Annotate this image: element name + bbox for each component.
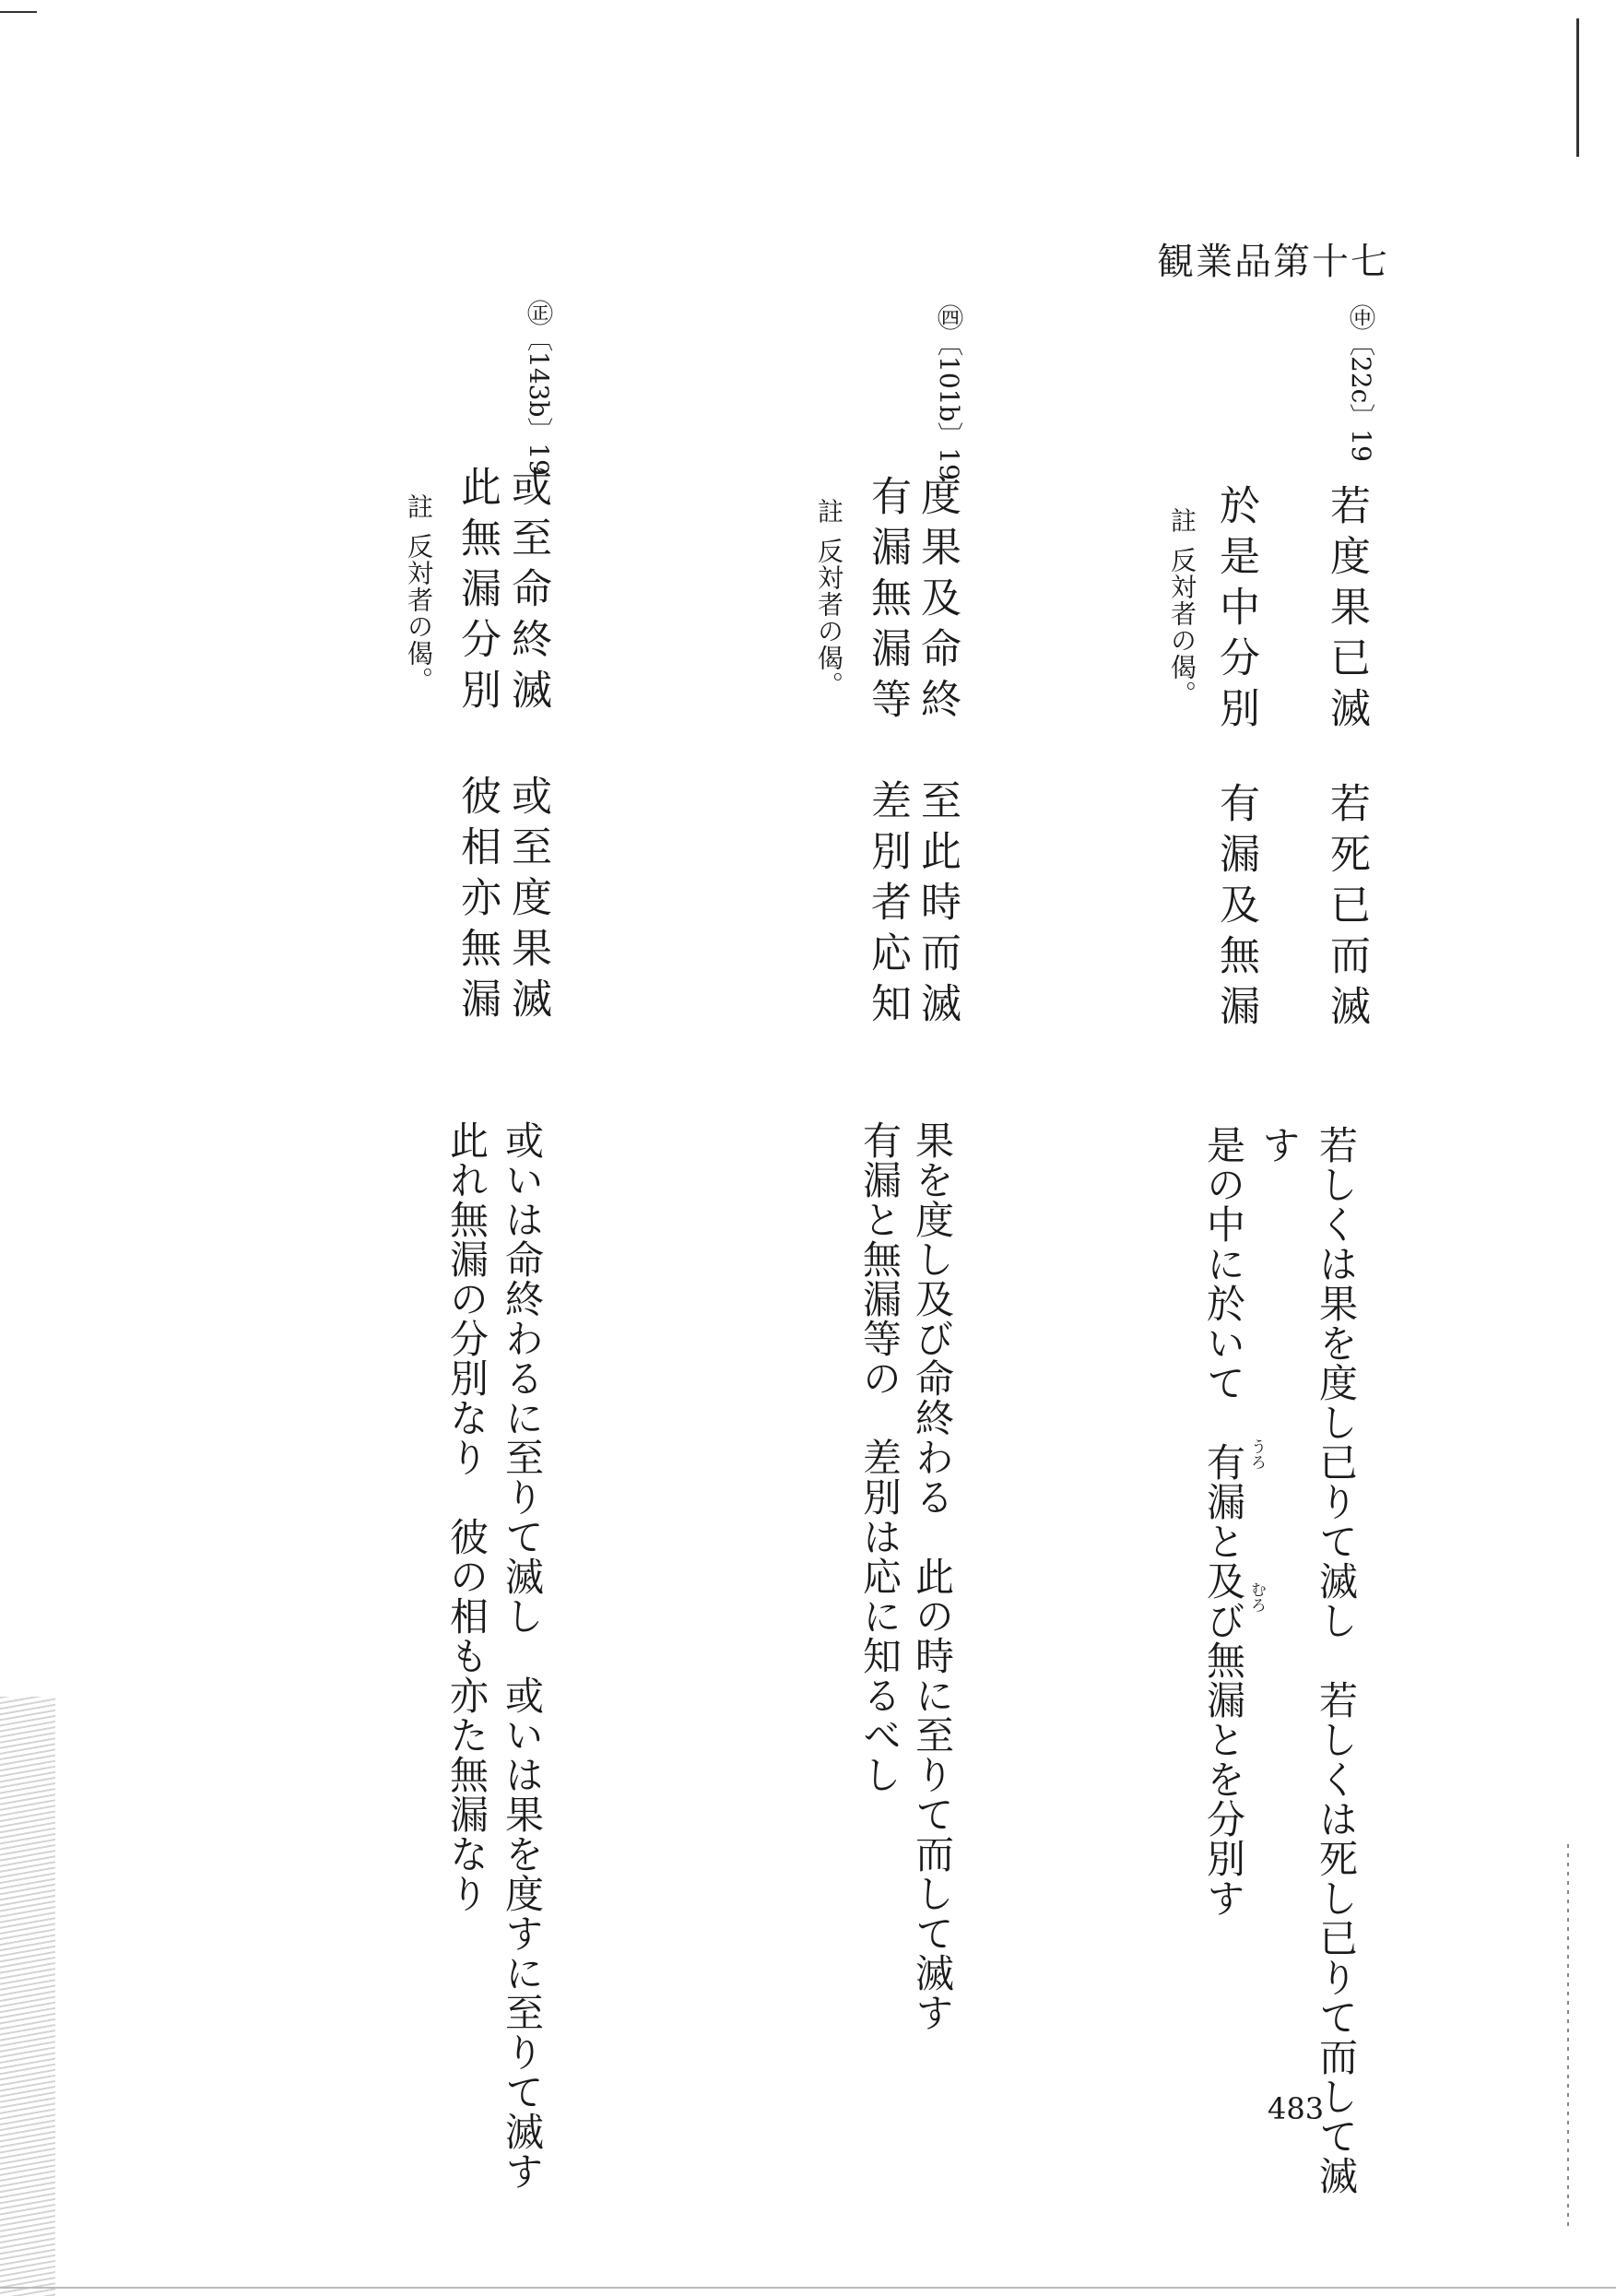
- verse-ref: ㊥〔22c〕19: [1346, 304, 1376, 462]
- verse-line-1a: 若度果已滅: [1323, 484, 1370, 738]
- verse-line-1a: 或至命終滅: [504, 466, 551, 719]
- note-text: 反対者の偈。: [1167, 547, 1197, 707]
- translation-line-1: 若しくは果を度し已りて滅し 若しくは死し已りて而して滅: [1314, 1125, 1359, 2195]
- note-text: 反対者の偈。: [404, 533, 434, 693]
- verse-line-1b: 至此時而滅: [914, 779, 961, 1033]
- translation-line-1b: す: [1256, 1125, 1302, 1165]
- verse-line-2a: 此無漏分別: [454, 466, 501, 719]
- translation-line-2: 此れ無漏の分別なり 彼の相も亦た無漏なり: [444, 1120, 490, 1913]
- verse-note: [1169, 507, 1195, 707]
- translation-line-1: 或いは命終わるに至りて滅し 或いは果を度すに至りて滅す: [500, 1120, 545, 2191]
- translation-line-2: 有漏と無漏等の 差別は応に知るべし: [857, 1120, 902, 1794]
- verse-line-1b: 或至度果滅: [504, 775, 551, 1028]
- verse-line-1a: 度果及命終: [914, 475, 961, 728]
- scan-artifact-right-lower: [1567, 1844, 1569, 2231]
- verse-line-2b: 彼相亦無漏: [454, 775, 501, 1028]
- verse-line-2a: 有漏無漏等: [864, 475, 911, 728]
- note-label: 註: [404, 493, 434, 520]
- ruby-annotation: うろ: [1247, 1438, 1266, 1470]
- scan-artifact-bottom: [0, 2287, 1616, 2289]
- verse-line-2b: 有漏及無漏: [1212, 782, 1259, 1036]
- verse-ref: ㊣〔143b〕19: [524, 300, 554, 476]
- scan-artifact-left: [0, 1697, 55, 2296]
- translation-line-2: 是の中に於いて 有漏と及び無漏とを分別す: [1201, 1125, 1246, 1918]
- scan-artifact-top: [0, 11, 37, 13]
- verse-note: [404, 493, 434, 693]
- running-header: 観業品第十七: [1157, 241, 1389, 283]
- note-label: 註: [1167, 507, 1197, 534]
- verse-line-2a: 於是中分別: [1212, 484, 1259, 738]
- verse-line-2b: 差別者応知: [864, 779, 911, 1033]
- verse-ref: ㊃〔101b〕19: [934, 304, 964, 480]
- scan-artifact-right: [1576, 18, 1579, 157]
- ruby-annotation: むろ: [1247, 1581, 1266, 1613]
- verse-line-1b: 若死已而滅: [1323, 782, 1370, 1036]
- translation-line-1: 果を度し及び命終わる 此の時に至りて而して滅す: [910, 1120, 955, 2032]
- verse-note: [816, 498, 842, 698]
- note-text: 反対者の偈。: [814, 538, 844, 698]
- page-number: 483: [1268, 2091, 1325, 2126]
- note-label: 註: [814, 498, 844, 525]
